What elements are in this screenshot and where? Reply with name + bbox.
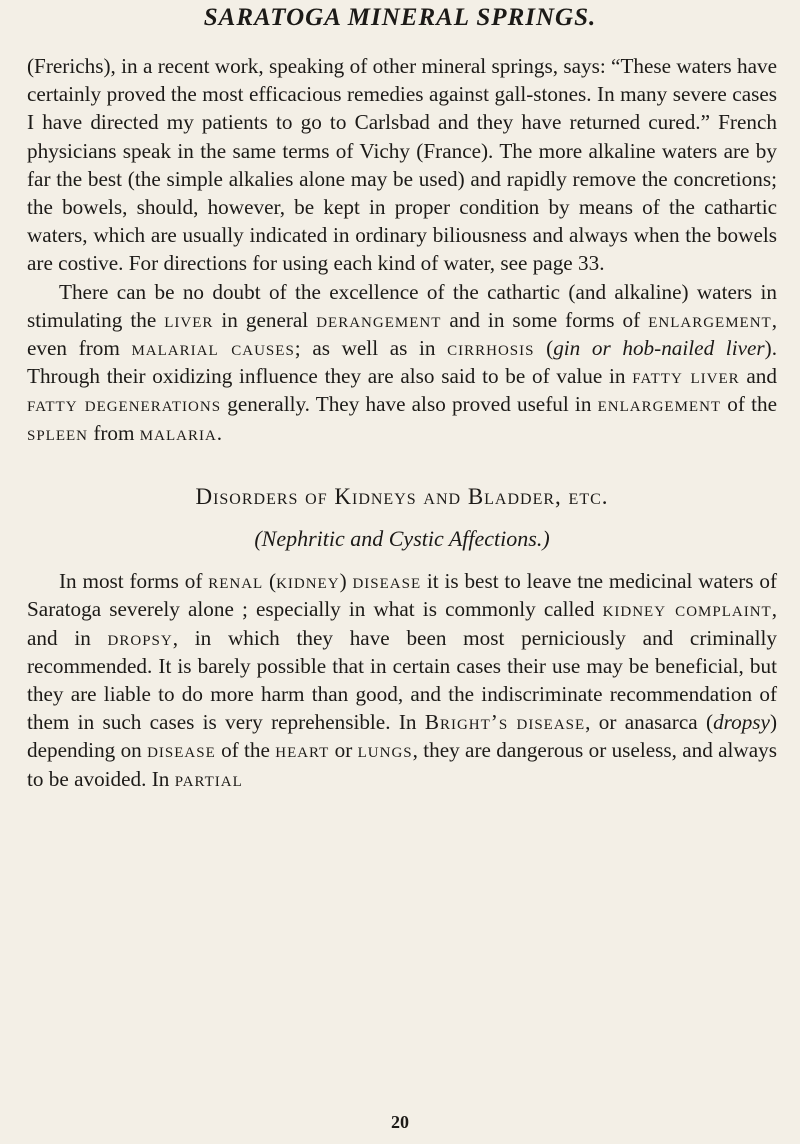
text-run: . <box>216 420 223 445</box>
term-disease: disease <box>147 738 216 763</box>
text-run: ) <box>339 569 353 594</box>
page-number: 20 <box>391 1112 409 1132</box>
term-kidney: kidney <box>276 569 340 594</box>
term-partial: partial <box>174 766 243 791</box>
running-head: SARATOGA MINERAL SPRINGS. <box>203 4 597 31</box>
term-heart: heart <box>275 738 330 763</box>
term-brights: Bright’s <box>424 710 509 735</box>
term-derangement: derangement <box>316 307 442 332</box>
term-malarial-causes: malarial causes <box>131 336 295 361</box>
term-liver: liver <box>164 307 214 332</box>
paragraph-kidneys <box>27 567 777 793</box>
text-run: , or anasarca ( <box>585 710 714 735</box>
text-run: or <box>329 738 358 763</box>
page-body <box>27 52 777 793</box>
text-run: ; as well as in <box>294 336 448 361</box>
section-heading: Disorders of Kidneys and Bladder, etc. <box>195 483 609 509</box>
text-run: In most forms of <box>59 569 209 594</box>
term-cirrhosis: cirrhosis <box>447 336 535 361</box>
text-run: from <box>88 420 140 445</box>
term-fatty-degenerations: fatty degenerations <box>27 392 222 417</box>
text-run: ) depending on <box>27 710 778 763</box>
text-run <box>508 710 516 734</box>
term-malaria: malaria <box>139 420 217 445</box>
text-run: and in some forms of <box>441 307 649 332</box>
paragraph-liver <box>27 278 777 447</box>
term-renal: renal <box>208 569 264 594</box>
text-run: , in which they have been most perniciously and criminally recommended. It is barely possible that in certain cases their use may be beneficial, but they are liable to do more harm than good, and the indiscriminate recommendation of them in such cases is very reprehensible. In <box>27 625 777 735</box>
text-run: ). Through their oxidizing influence they are also said to be of value in <box>27 336 777 389</box>
text-run: ( <box>263 569 277 594</box>
term-disease: disease <box>516 710 586 735</box>
text-run: and <box>739 364 777 389</box>
text-run: , even from <box>27 307 777 361</box>
term-disease: disease <box>352 569 422 594</box>
term-dropsy-italic: dropsy <box>713 710 770 735</box>
section-subheading: (Nephritic and Cystic Affections.) <box>254 526 550 552</box>
term-kidney-complaint: kidney complaint <box>602 597 772 622</box>
term-lungs: lungs <box>357 738 413 763</box>
text-run: in general <box>213 307 317 332</box>
text-run: , and in <box>27 597 777 650</box>
term-enlargement: enlargement <box>597 392 722 417</box>
text-run: it is best to leave tne medicinal waters of Saratoga severely alone ; especially in what is commonly called <box>27 569 777 622</box>
text-run: ( <box>534 336 554 361</box>
term-fatty-liver: fatty liver <box>632 364 740 389</box>
term-spleen: spleen <box>27 420 89 445</box>
text-run: There can be no doubt of the excellence of the cathartic (and alkaline) waters in stimulating the <box>27 279 777 332</box>
term-gin-liver: gin or hob-nailed liver <box>553 336 765 361</box>
text-run: of the <box>215 738 276 763</box>
term-dropsy: dropsy <box>107 625 173 650</box>
text-run: , they are dangerous or useless, and always to be avoided. In <box>27 738 777 791</box>
text-run: of the <box>721 392 777 417</box>
paragraph-text: (Frerichs), in a recent work, speaking of other mineral springs, says: “These waters have certainly proved the most efficacious remedies against gall-stones. In many severe cases I have directed my patients to go to Carlsbad and they have returned cured.” French physicians speak in the same terms of Vichy (France). The more alkaline waters are by far the best (the simple alkalies alone may be used) and rapidly remove the concretions; the bowels, should, however, be kept in proper condition by means of the cathartic waters, which are usually indicated in ordinary biliousness and always when the bowels are costive. For directions for using each kind of water, see page 33. <box>27 54 777 276</box>
term-enlargement: enlargement <box>648 307 772 332</box>
paragraph-gallstones <box>27 52 777 278</box>
text-run: generally. They have also proved useful in <box>221 392 598 417</box>
